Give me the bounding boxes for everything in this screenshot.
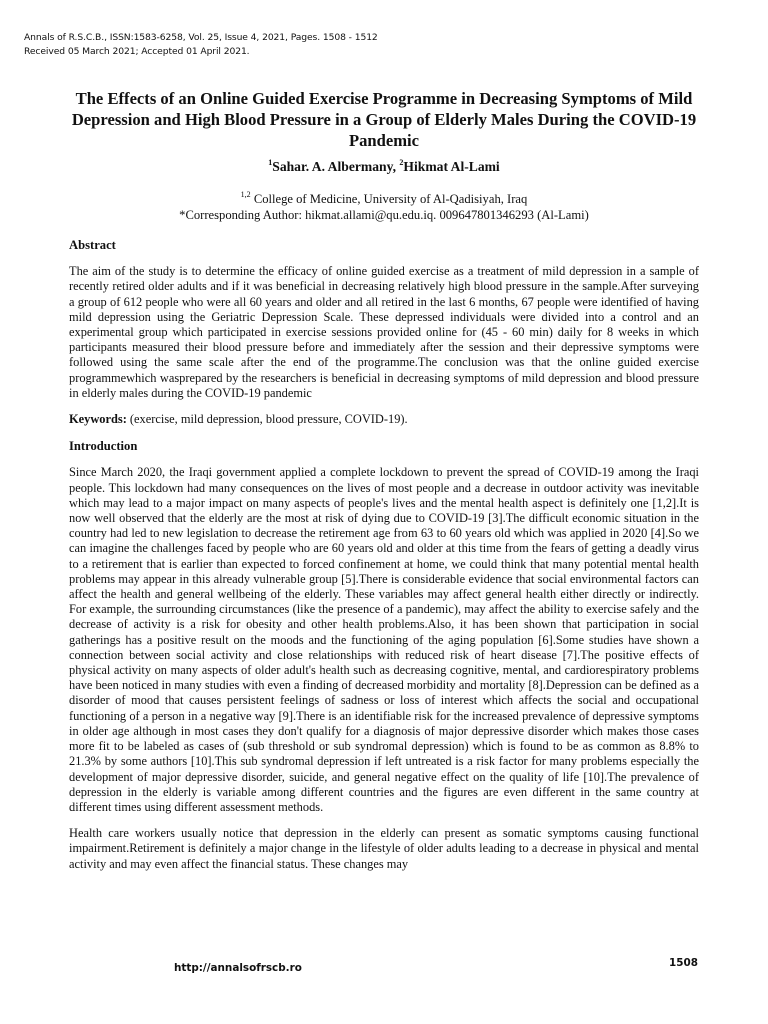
journal-url-link[interactable]: http://annalsofrscb.ro <box>174 962 302 974</box>
author-1-affiliation-marker: 1 <box>268 158 273 167</box>
paper-body <box>69 238 699 883</box>
introduction-paragraph-2: Health care workers usually notice that depression in the elderly can present as somatic symptoms causing functional impairment.Retirement is definitely a major change in the lifestyle of older adults leading to a decrease in physical and mental activity and may even affect the financial status. These changes may <box>69 826 699 871</box>
affiliation-block <box>68 191 700 223</box>
keywords-line <box>69 412 699 427</box>
abstract-text: The aim of the study is to determine the efficacy of online guided exercise as a treatment of mild depression in a sample of recently retired older adults and if it was beneficial in decreasing relatively high blood pressure in the sample.After surveying a group of 612 people who were all 60 years and older and all retired in the last 6 months, 67 people were identified of having mild depression using the Geriatric Depression Scale. These depressed individuals were divided into a control and an experimental group which participated in exercise sessions provided online for (45 - 60 min) daily for 8 weeks in which participants measured their blood pressure before and immediately after the session and their depressive symptoms were followed using the same scale after the end of the programme.The conclusion was that the online guided exercise programmewhich wasprepared by the researchers is beneficial in decreasing symptoms of mild depression and blood pressure in elderly males during the COVID-19 pandemic <box>69 264 699 400</box>
affiliation-text: College of Medicine, University of Al-Qadisiyah, Iraq <box>250 192 528 206</box>
keywords-text: (exercise, mild depression, blood pressure, COVID-19). <box>126 412 408 427</box>
introduction-heading: Introduction <box>69 439 138 454</box>
affiliation-line <box>68 191 700 207</box>
journal-header <box>24 31 544 59</box>
affiliation-marker: 1,2 <box>240 190 251 199</box>
paper-title: The Effects of an Online Guided Exercise Programme in Decreasing Symptoms of Mild Depression and High Blood Pressure in a Group of Elderly Males During the COVID-19 Pandemic <box>71 89 697 150</box>
author-2-affiliation-marker: 2 <box>399 158 404 167</box>
introduction-paragraph-1: Since March 2020, the Iraqi government applied a complete lockdown to prevent the spread of COVID-19 among the Iraqi people. This lockdown had many consequences on the lives of most people and a decrease in outdoor activity was inevitable which may lead to a major impact on many aspects of people's lives and the mental health aspect is definitely one [1,2].It is now well observed that the elderly are the most at risk of dying due to COVID-19 [3].The difficult economic situation in the country had led to new legislation to decrease the retirement age from 63 to 60 years old which was applied in 2020 [4].So we can imagine the challenges faced by people who are 60 years old and older at this time from the fears of getting a deadly virus to a retirement that is earlier than expected to forced confinement at home, we could think that many potential mental health problems may appear in this already vulnerable group [5].There is considerable evidence that social environmental factors can affect the health and general wellbeing of the elderly. These variables may affect general health either directly or indirectly. For example, the surrounding circumstances (like the presence of a pandemic), may affect the ability to exercise safely and the decrease of activity is a risk for obesity and other health problems.Also, it has been shown that participation in social gatherings has a positive result on the moods and the functioning of the aging population [6].Some studies have shown a connection between social activity and close relationships with reduced risk of heart disease [7].The positive effects of physical activity on many aspects of older adult's health such as decreasing cognitive, mental, and cardiorespiratory problems have been noticed in many studies with even a finding of decreased morbidity and mortality [8].Depression can be defined as a disorder of mood that causes persistent feelings of sadness or loss of interest which affects the social and occupational functioning of a person in a negative way [9].There is an identifiable risk for the increased prevalence of depressive symptoms in older age although in most cases they don't qualify for a diagnosis of major depressive disorder which makes those cases more fit to be labeled as cases of (sub threshold or sub syndromal depression) which is found to be as common as 8.8% to 21.3% by some authors [10].This sub syndromal depression if left untreated is a risk factor for many problems especially the development of major depressive disorder, suicide, and general negative effect on the quality of life [10].The prevalence of depression in the elderly is variable among different countries and the figures are even different in the same country at different times using different assessment methods. <box>69 465 699 814</box>
journal-citation-line: Annals of R.S.C.B., ISSN:1583-6258, Vol. 25, Issue 4, 2021, Pages. 1508 - 1512 <box>24 32 378 43</box>
author-1-name: Sahar. A. Albermany, <box>272 159 400 174</box>
corresponding-author: *Corresponding Author: hikmat.allami@qu.edu.iq. 009647801346293 (Al-Lami) <box>179 208 589 222</box>
author-list <box>68 158 700 176</box>
author-2-name: Hikmat Al-Lami <box>403 159 500 174</box>
abstract-heading: Abstract <box>69 238 116 252</box>
journal-dates-line: Received 05 March 2021; Accepted 01 April 2021. <box>24 46 250 57</box>
page-number: 1508 <box>669 957 698 969</box>
keywords-label: Keywords: <box>69 412 127 427</box>
